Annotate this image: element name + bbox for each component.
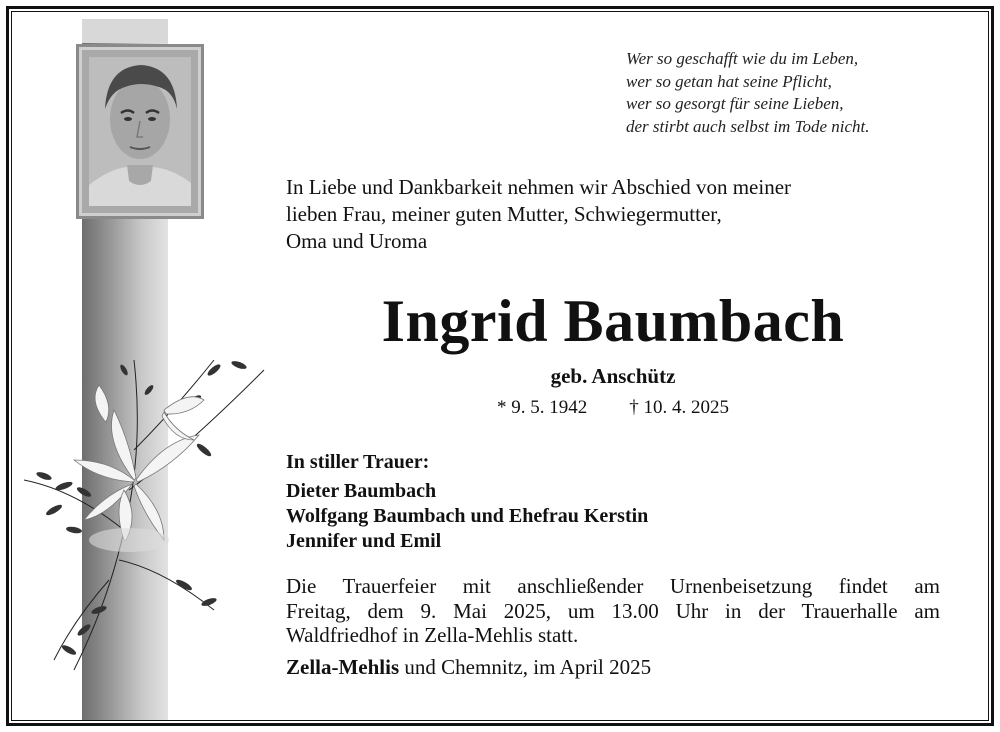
- service-line: Waldfriedhof in Zella-Mehlis statt.: [286, 623, 579, 647]
- place-bold: Zella-Mehlis: [286, 655, 400, 679]
- poem: [626, 48, 870, 138]
- intro-line: lieben Frau, meiner guten Mutter, Schwiegermutter,: [286, 202, 722, 226]
- life-dates: [286, 395, 940, 421]
- service-line: Freitag, dem 9. Mai 2025, um 13.00 Uhr in der Trauerhalle am: [286, 598, 940, 623]
- mourner-name: Dieter Baumbach: [286, 480, 437, 502]
- death-date: † 10. 4. 2025: [629, 397, 729, 418]
- mourner-name: Wolfgang Baumbach und Ehefrau Kerstin: [286, 505, 649, 527]
- poem-line: Wer so geschafft wie du im Leben,: [626, 49, 859, 68]
- portrait-image: [89, 57, 191, 206]
- service-line: Die Trauerfeier mit anschließender Urnenbeisetzung findet am: [286, 574, 940, 598]
- birth-date: * 9. 5. 1942: [497, 397, 588, 418]
- mourners-list: [286, 479, 648, 554]
- deceased-name: Ingrid Baumbach: [381, 288, 845, 354]
- lily-flower-decoration: [14, 330, 274, 690]
- poem-line: wer so gesorgt für seine Lieben,: [626, 94, 844, 113]
- stripe-top-band: [82, 19, 168, 43]
- poem-line: wer so getan hat seine Pflicht,: [626, 71, 832, 91]
- funeral-service-info: [286, 574, 940, 648]
- place-date-line: [286, 654, 651, 680]
- farewell-intro: [286, 174, 791, 255]
- maiden-name: geb. Anschütz: [550, 364, 676, 388]
- portrait-frame: [76, 44, 204, 219]
- intro-line: In Liebe und Dankbarkeit nehmen wir Abschied von meiner: [286, 175, 792, 199]
- place-rest: und Chemnitz, im April 2025: [399, 655, 652, 679]
- poem-line: der stirbt auch selbst im Tode nicht.: [626, 116, 870, 136]
- portrait-photo: [89, 57, 191, 206]
- mourners-heading: In stiller Trauer:: [286, 451, 430, 473]
- mourner-name: Jennifer und Emil: [286, 530, 442, 552]
- intro-line: Oma und Uroma: [286, 229, 428, 253]
